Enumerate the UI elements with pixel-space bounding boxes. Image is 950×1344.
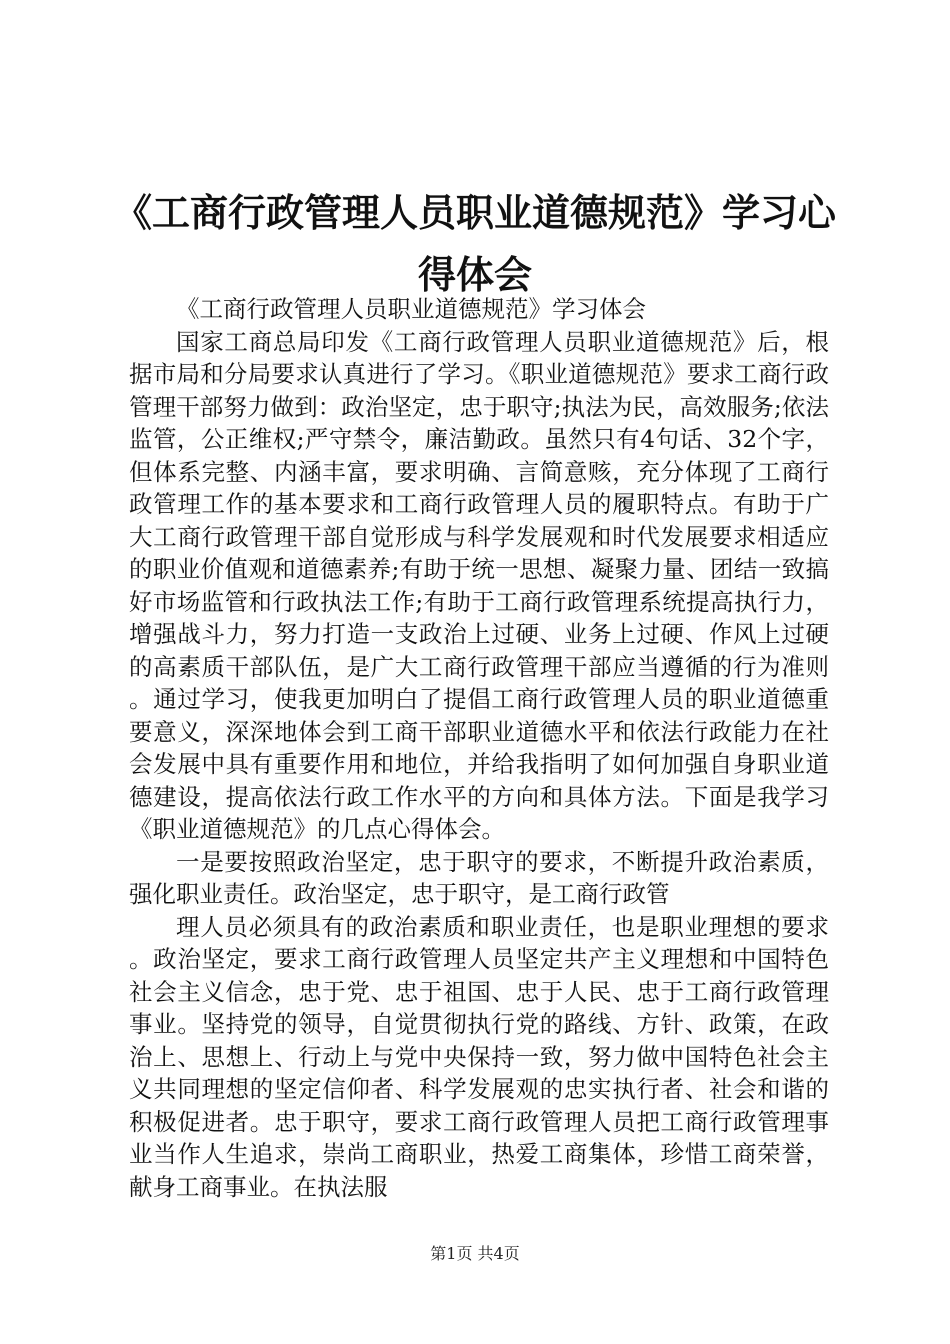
paragraph-subtitle: 《工商行政管理人员职业道德规范》学习体会 [176, 295, 646, 323]
document-body [129, 293, 829, 1203]
paragraph-point-one: 一是要按照政治坚定，忠于职守的要求，不断提升政治素质，强化职业责任。政治坚定，忠于职守，是工商行政管 [129, 847, 829, 908]
paragraph-intro: 国家工商总局印发《工商行政管理人员职业道德规范》后，根据市局和分局要求认真进行了学习。《职业道德规范》要求工商行政管理干部努力做到：政治坚定，忠于职守;执法为民，高效服务;依法监管，公正维权;严守禁令，廉洁勤政。虽然只有4句话、32个字，但体系完整、内涵丰富，要求明确、言简意赅，充分体现了工商行政管理工作的基本要求和工商行政管理人员的履职特点。有助于广大工商行政管理干部自觉形成与科学发展观和时代发展要求相适应的职业价值观和道德素养;有助于统一思想、凝聚力量、团结一致搞好市场监管和行政执法工作;有助于工商行政管理系统提高执行力，增强战斗力，努力打造一支政治上过硬、业务上过硬、作风上过硬的高素质干部队伍，是广大工商行政管理干部应当遵循的行为准则。通过学习，使我更加明白了提倡工商行政管理人员的职业道德重要意义，深深地体会到工商干部职业道德水平和依法行政能力在社会发展中具有重要作用和地位，并给我指明了如何加强自身职业道德建设，提高依法行政工作水平的方向和具体方法。下面是我学习《职业道德规范》的几点心得体会。 [129, 327, 829, 843]
paragraph-point-one-continued: 理人员必须具有的政治素质和职业责任，也是职业理想的要求。政治坚定，要求工商行政管理人员坚定共产主义理想和中国特色社会主义信念，忠于党、忠于祖国、忠于人民、忠于工商行政管理事业。坚持党的领导，自觉贯彻执行党的路线、方针、政策，在政治上、思想上、行动上与党中央保持一致，努力做中国特色社会主义共同理想的坚定信仰者、科学发展观的忠实执行者、社会和谐的积极促进者。忠于职守，要求工商行政管理人员把工商行政管理事业当作人生追求，崇尚工商职业，热爱工商集体，珍惜工商荣誉，献身工商事业。在执法服 [129, 912, 829, 1201]
page-footer: 第1页 共4页 [430, 1244, 520, 1263]
document-title: 《工商行政管理人员职业道德规范》学习心得体会 [113, 190, 836, 297]
